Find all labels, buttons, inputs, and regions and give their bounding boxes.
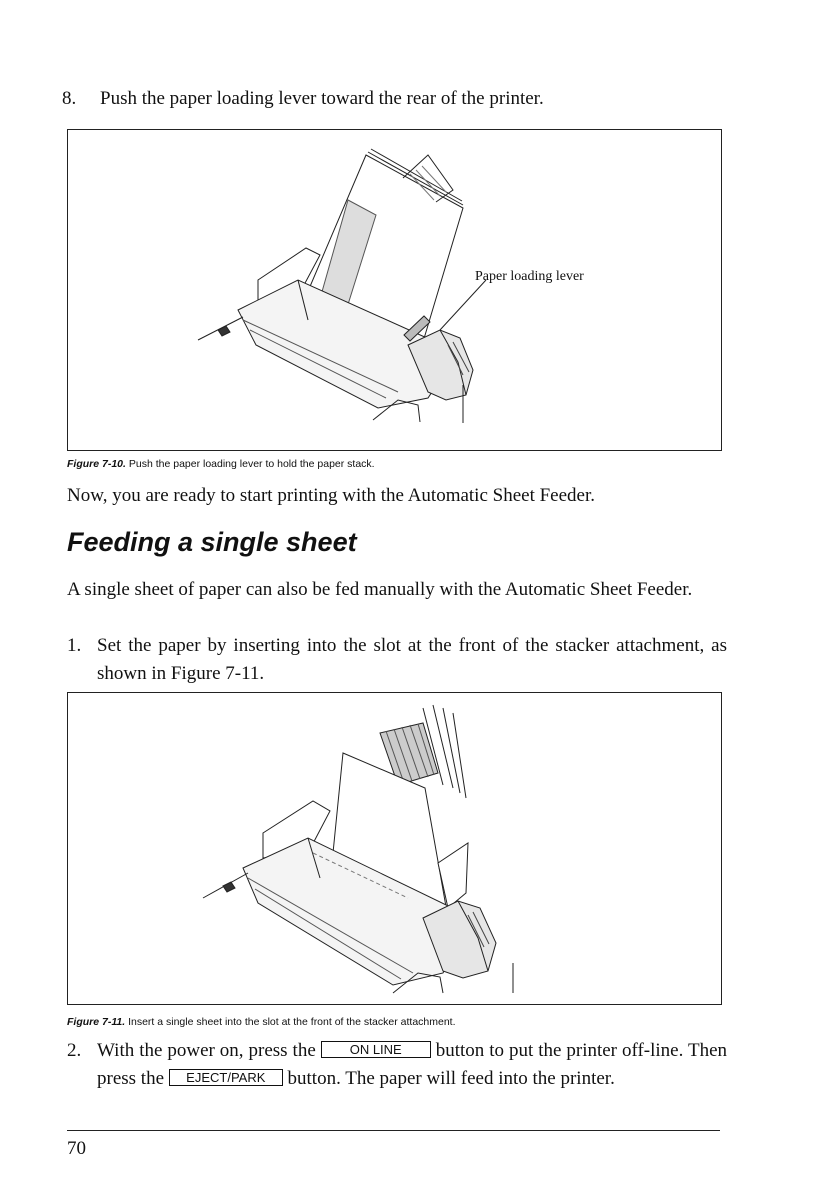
- figure-7-10-caption: [67, 457, 722, 471]
- step-text-a: With the power on, press the: [97, 1040, 316, 1061]
- caption-label: Figure 7-10.: [67, 458, 126, 470]
- step-1: [67, 632, 727, 688]
- page-number: 70: [67, 1138, 86, 1159]
- figure-7-11: [67, 692, 722, 1005]
- figure-7-11-caption: [67, 1015, 722, 1029]
- step-number: 8.: [62, 88, 77, 109]
- step-8: [62, 83, 742, 114]
- printer-illustration-single-sheet: [68, 693, 723, 1006]
- section-heading: Feeding a single sheet: [67, 527, 357, 557]
- step-text-c: button. The paper will feed into the printer.: [287, 1068, 615, 1089]
- eject-park-key: EJECT/PARK: [169, 1069, 283, 1086]
- step-text-b: button to put the printer off-line. Then press the: [97, 1040, 728, 1089]
- step-text: Set the paper by inserting into the slot at the front of the stacker attachment, as shown in Figure 7-11.: [97, 635, 727, 684]
- caption-text: Push the paper loading lever to hold the paper stack.: [128, 458, 375, 470]
- step-number: 2.: [67, 1040, 82, 1061]
- step-2: [67, 1037, 727, 1127]
- online-key: ON LINE: [321, 1041, 431, 1058]
- intro-paragraph: A single sheet of paper can also be fed manually with the Automatic Sheet Feeder.: [67, 579, 693, 600]
- callout-paper-loading-lever: Paper loading lever: [475, 269, 584, 284]
- caption-label: Figure 7-11.: [67, 1016, 126, 1028]
- step-text: Push the paper loading lever toward the rear of the printer.: [100, 88, 544, 109]
- printer-illustration-lever: [68, 130, 723, 452]
- step-number: 1.: [67, 635, 82, 656]
- ready-paragraph: Now, you are ready to start printing with the Automatic Sheet Feeder.: [67, 485, 596, 506]
- figure-7-10: [67, 129, 722, 451]
- footer-rule: [67, 1130, 720, 1131]
- caption-text: Insert a single sheet into the slot at the front of the stacker attachment.: [128, 1016, 456, 1028]
